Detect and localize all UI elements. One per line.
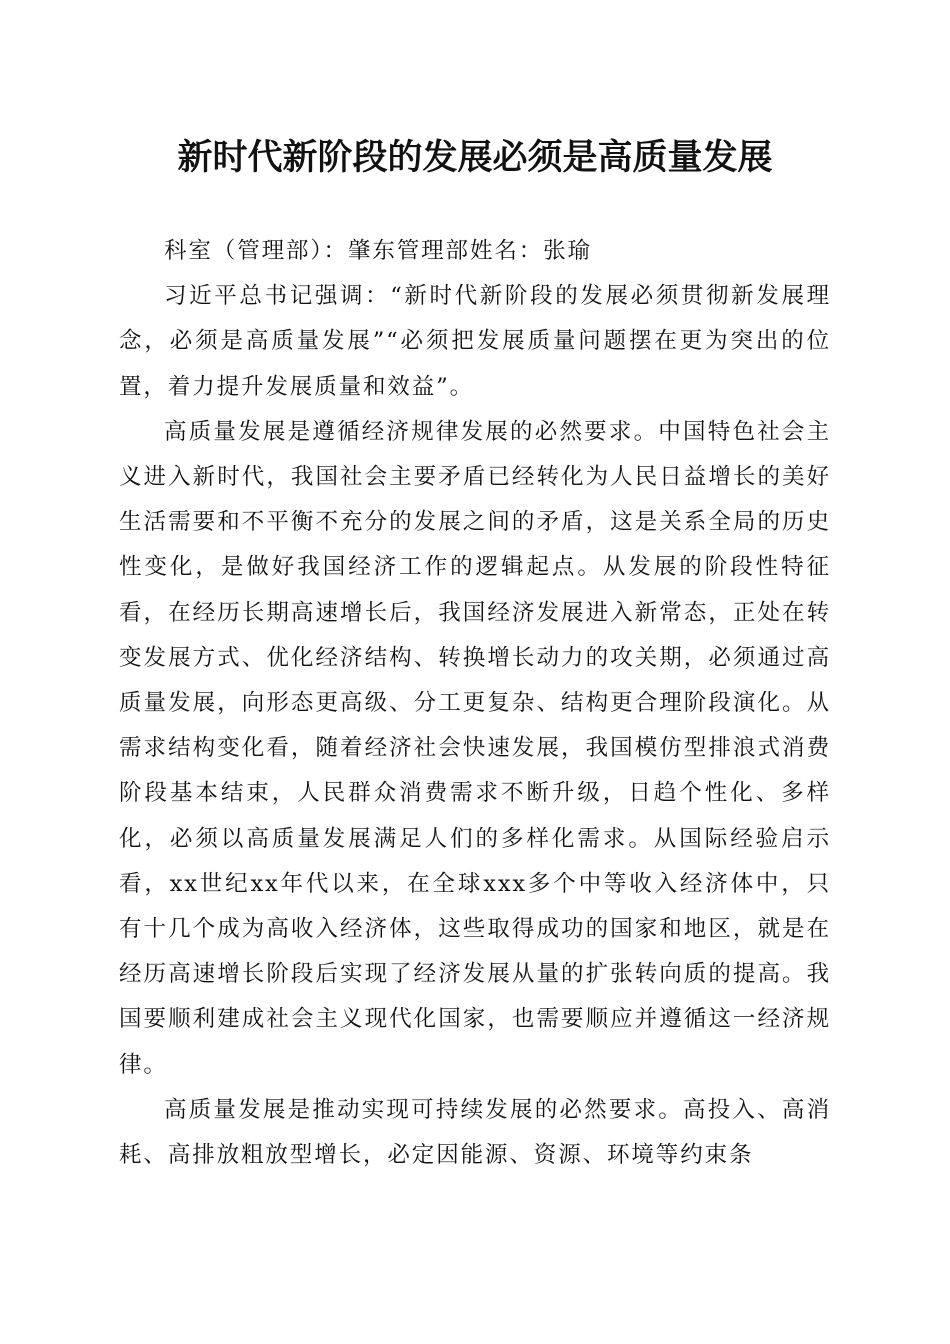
document-body [119, 229, 831, 1178]
paragraph-1: 习近平总书记强调：“新时代新阶段的发展必须贯彻新发展理念，必须是高质量发展”“必须把发展质量问题摆在更为突出的位置，着力提升发展质量和效益”。 [119, 283, 831, 400]
paragraph-3: 高质量发展是推动实现可持续发展的必然要求。高投入、高消耗、高排放粗放型增长，必定因能源、资源、环境等约束条 [119, 1096, 831, 1169]
byline: 科室（管理部）：肇东管理部姓名：张瑜 [164, 238, 592, 264]
paragraph-2: 高质量发展是遵循经济规律发展的必然要求。中国特色社会主义进入新时代，我国社会主要矛盾已经转化为人民日益增长的美好生活需要和不平衡不充分的发展之间的矛盾，这是关系全局的历史性变化，是做好我国经济工作的逻辑起点。从发展的阶段性特征看，在经历长期高速增长后，我国经济发展进入新常态，正处在转变发展方式、优化经济结构、转换增长动力的攻关期，必须通过高质量发展，向形态更高级、分工更复杂、结构更合理阶段演化。从需求结构变化看，随着经济社会快速发展，我国模仿型排浪式消费阶段基本结束，人民群众消费需求不断升级，日趋个性化、多样化，必须以高质量发展满足人们的多样化需求。从国际经验启示看，xx世纪xx年代以来，在全球xxx多个中等收入经济体中，只有十几个成为高收入经济体，这些取得成功的国家和地区，就是在经历高速增长阶段后实现了经济发展从量的扩张转向质的提高。我国要顺利建成社会主义现代化国家，也需要顺应并遵循这一经济规律。 [119, 418, 831, 1078]
document-title: 新时代新阶段的发展必须是高质量发展 [177, 137, 773, 178]
